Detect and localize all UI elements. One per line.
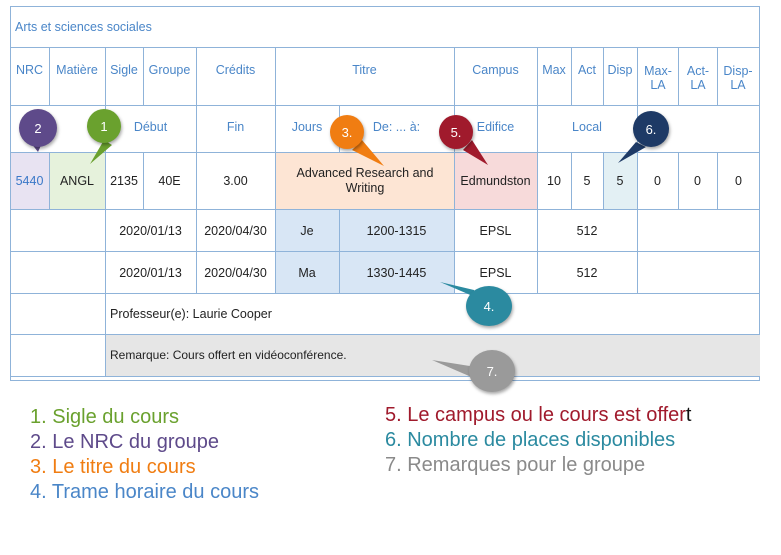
schedule-heures: 1330-1445 xyxy=(366,265,427,280)
nrc-link[interactable]: 5440 xyxy=(15,174,44,188)
schedule-heures: 1200-1315 xyxy=(366,223,427,238)
header-local: Local xyxy=(572,120,602,134)
campus-value: Edmundston xyxy=(460,174,531,188)
pointer-6 xyxy=(618,142,646,163)
matiere-value: ANGL xyxy=(59,174,95,188)
header-max: Max xyxy=(542,63,566,77)
header-jours: Jours xyxy=(291,120,323,134)
legend-item-5-text: 5. Le campus ou le cours est offer xyxy=(385,404,686,426)
header-nrc: NRC xyxy=(15,63,44,77)
header-matiere: Matière xyxy=(56,63,98,77)
header-fin: Fin xyxy=(226,120,245,134)
disp-value: 5 xyxy=(616,174,624,188)
credits-value: 3.00 xyxy=(223,174,248,188)
legend-item-6: 6. Nombre de places disponibles xyxy=(385,429,676,451)
disp-la-value: 0 xyxy=(735,174,742,188)
schedule-debut: 2020/01/13 xyxy=(119,223,182,238)
schedule-edifice: EPSL xyxy=(479,265,512,280)
header-titre: Titre xyxy=(352,63,377,77)
section-title: Arts et sciences sociales xyxy=(15,20,152,34)
schedule-debut: 2020/01/13 xyxy=(119,265,182,280)
pointer-1 xyxy=(90,140,112,164)
callout-1: 1 xyxy=(87,109,121,143)
act-la-value: 0 xyxy=(694,174,701,188)
header-groupe: Groupe xyxy=(148,63,191,77)
max-la-value: 0 xyxy=(654,174,661,188)
groupe-value: 40E xyxy=(158,174,181,188)
header-max-la: Max-LA xyxy=(644,64,672,92)
header-credits: Crédits xyxy=(215,63,256,77)
schedule-local: 512 xyxy=(576,265,598,280)
header-sigle: Sigle xyxy=(110,63,138,77)
header-heures: De: ... à: xyxy=(372,120,421,134)
callout-5: 5. xyxy=(439,115,473,149)
remarque-text: Remarque: Cours offert en vidéoconférence. xyxy=(110,348,347,362)
legend-item-2: 2. Le NRC du groupe xyxy=(30,431,220,453)
legend-item-7: 7. Remarques pour le groupe xyxy=(385,454,646,476)
schedule-jours: Je xyxy=(300,223,314,238)
schedule-jours: Ma xyxy=(298,265,316,280)
callout-3: 3. xyxy=(330,115,364,149)
legend-item-4: 4. Trame horaire du cours xyxy=(30,481,259,503)
act-value: 5 xyxy=(583,174,591,188)
header-debut: Début xyxy=(133,120,168,134)
schedule-fin: 2020/04/30 xyxy=(204,223,267,238)
header-act-la: Act-LA xyxy=(686,64,710,92)
professeur-text: Professeur(e): Laurie Cooper xyxy=(110,307,272,321)
callout-6: 6. xyxy=(633,111,669,147)
schedule-local: 512 xyxy=(576,223,598,238)
schedule-fin: 2020/04/30 xyxy=(204,265,267,280)
header-disp-la: Disp-LA xyxy=(723,64,753,92)
legend-item-5 xyxy=(385,404,691,427)
header-disp: Disp xyxy=(607,63,633,77)
max-value: 10 xyxy=(547,174,561,188)
legend-item-3: 3. Le titre du cours xyxy=(30,456,196,478)
titre-value: Advanced Research and Writing xyxy=(296,166,434,195)
header-edifice: Edifice xyxy=(476,120,515,134)
callout-2: 2 xyxy=(19,109,57,147)
callout-7: 7. xyxy=(469,350,515,392)
header-campus: Campus xyxy=(472,63,519,77)
callout-4: 4. xyxy=(466,286,512,326)
header-act: Act xyxy=(577,63,597,77)
legend-item-1: 1. Sigle du cours xyxy=(30,406,179,428)
legend-item-5-end: t xyxy=(685,404,692,426)
schedule-edifice: EPSL xyxy=(479,223,512,238)
sigle-value: 2135 xyxy=(110,174,138,188)
